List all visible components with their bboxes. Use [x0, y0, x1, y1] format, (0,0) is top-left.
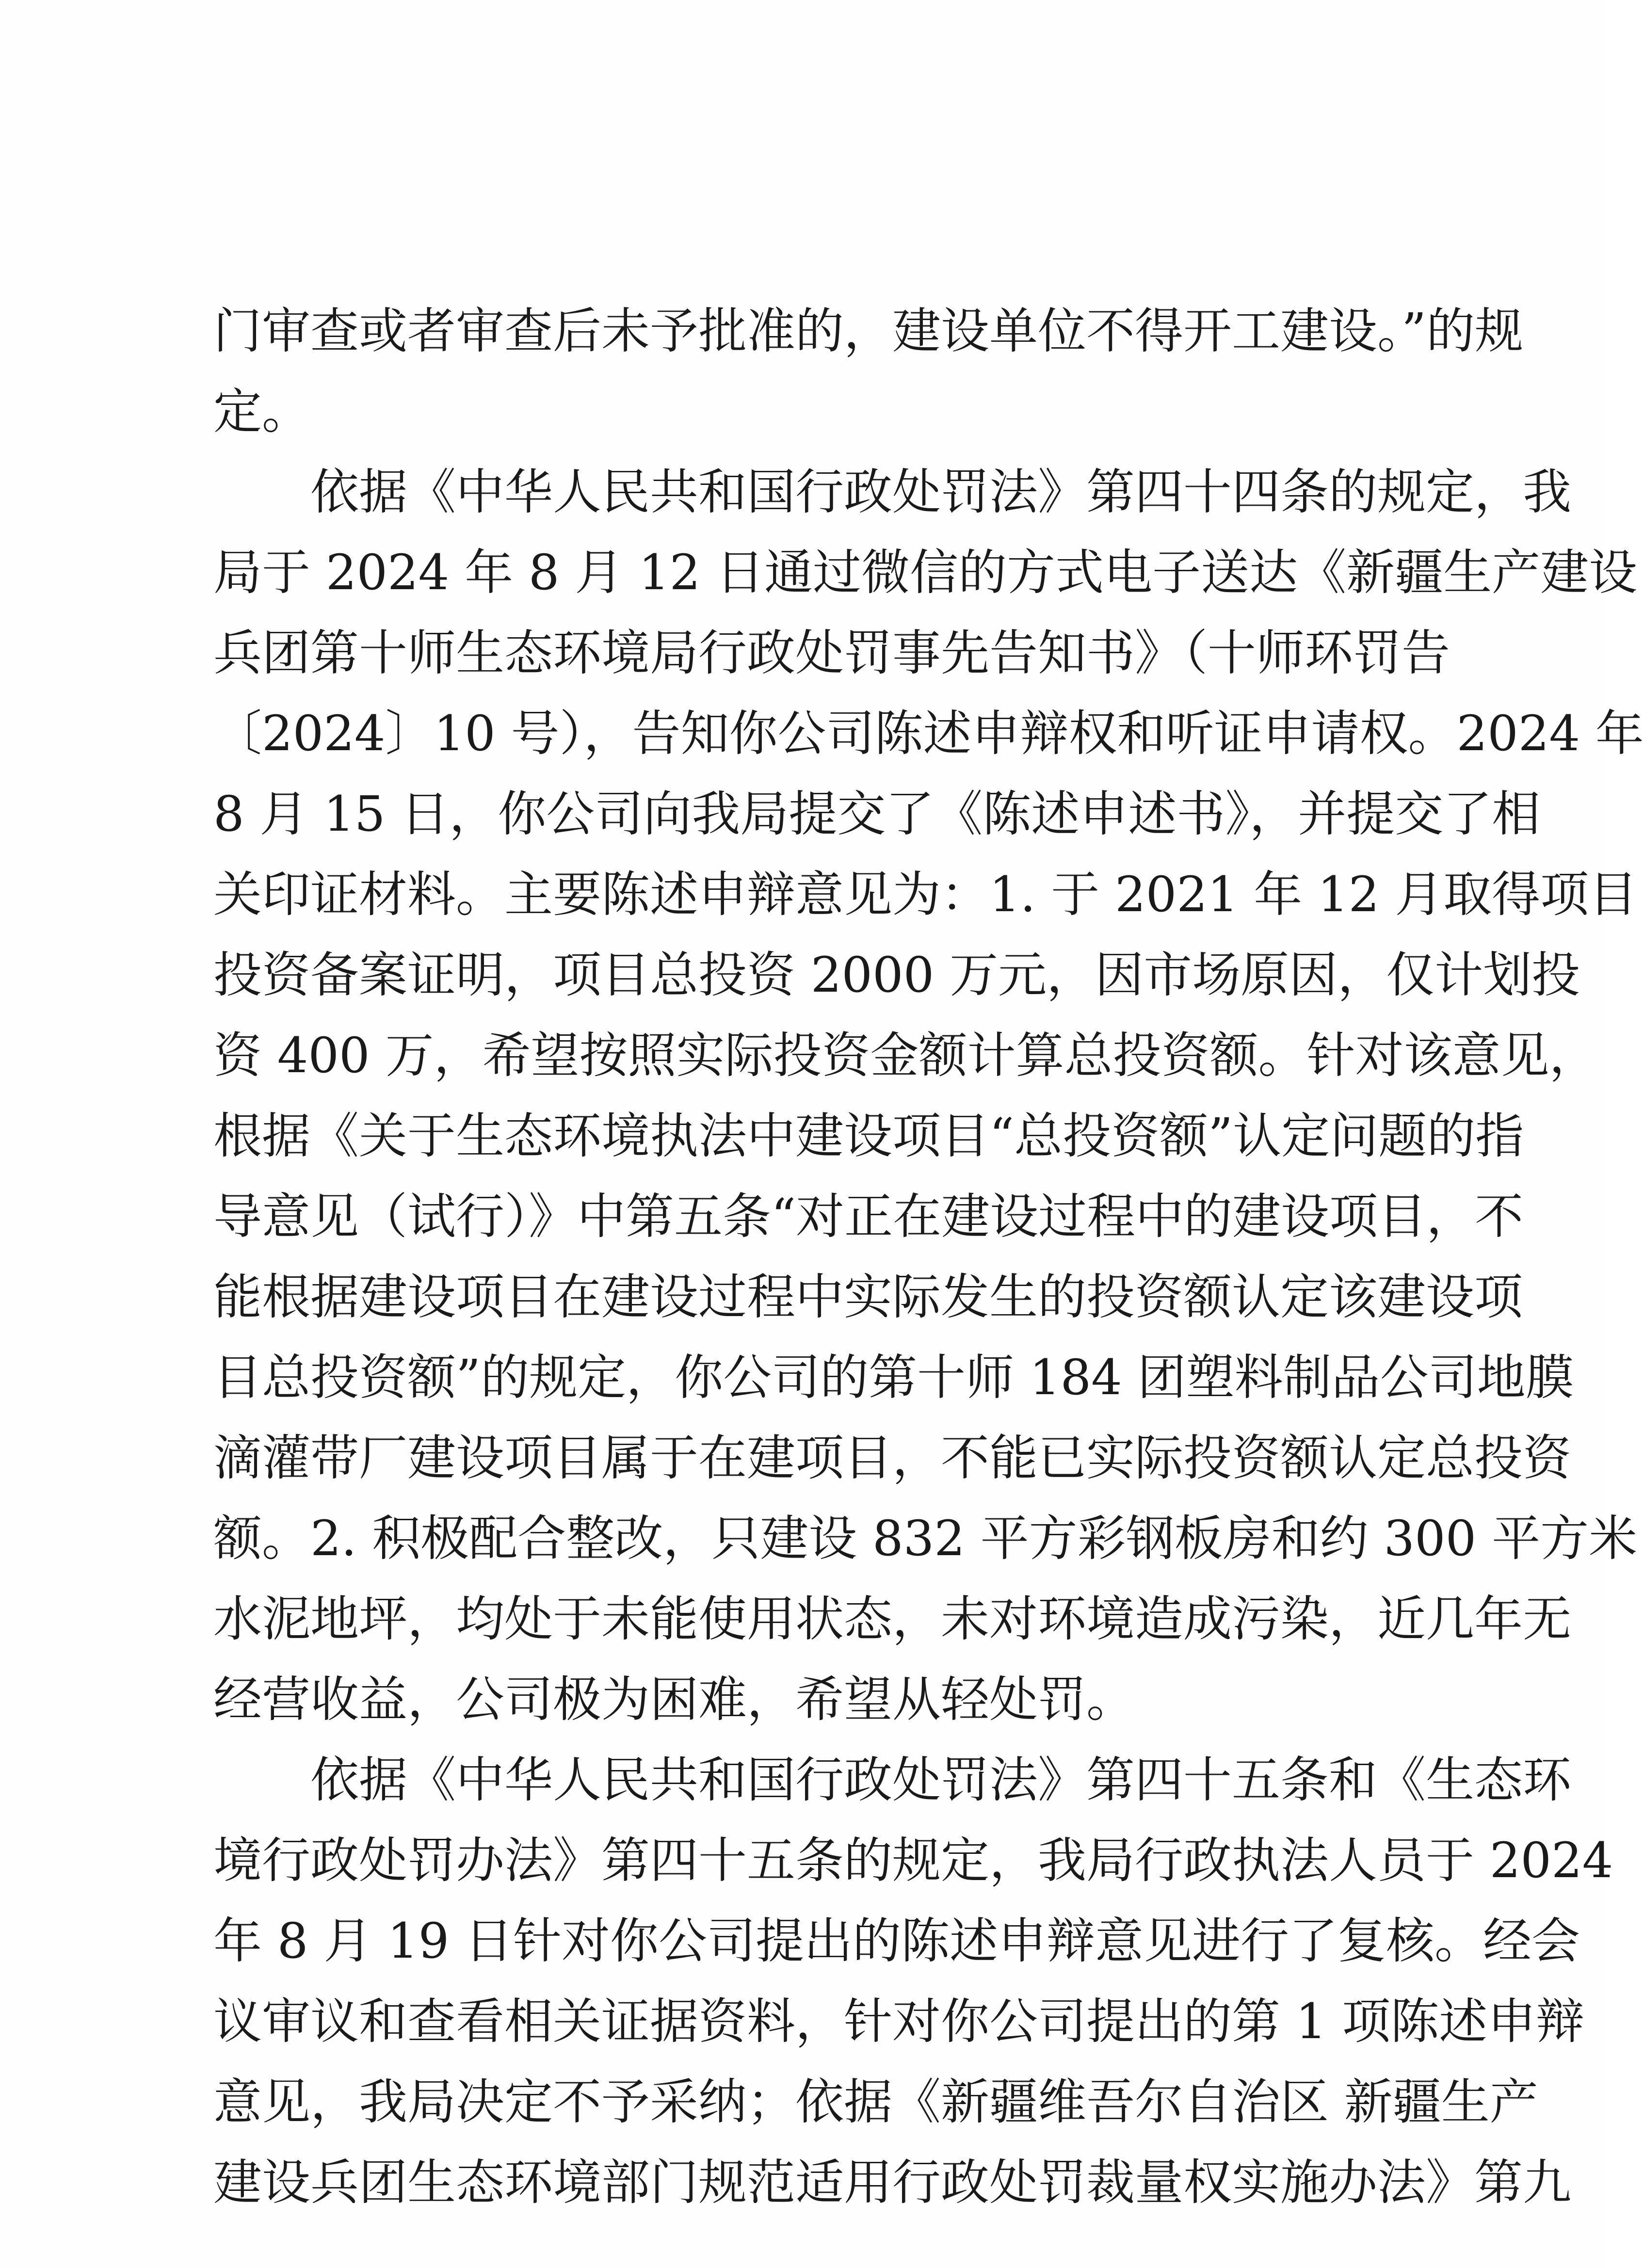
document-body [213, 291, 1644, 2223]
text-line: 议审议和查看相关证据资料，针对你公司提出的第 1 项陈述申辩 [213, 1993, 1585, 2050]
text-line: 年 8 月 19 日针对你公司提出的陈述申辩意见进行了复核。经会 [213, 1913, 1580, 1969]
text-line: 建设兵团生态环境部门规范适用行政处罚裁量权实施办法》第九 [213, 2154, 1571, 2211]
text-line: 根据《关于生态环境执法中建设项目“总投资额”认定问题的指 [213, 1108, 1524, 1164]
paragraph-start-line: 依据《中华人民共和国行政处罚法》第四十四条的规定，我 [310, 464, 1571, 520]
text-line: 兵团第十师生态环境局行政处罚事先告知书》（十师环罚告 [213, 625, 1450, 681]
text-line: 经营收益，公司极为困难，希望从轻处罚。 [213, 1671, 1135, 1728]
text-line: 投资备案证明，项目总投资 2000 万元，因市场原因，仅计划投 [213, 947, 1580, 1003]
paragraph-start-line: 依据《中华人民共和国行政处罚法》第四十五条和《生态环 [310, 1752, 1571, 1808]
text-line: 资 400 万，希望按照实际投资金额计算总投资额。针对该意见， [213, 1027, 1598, 1084]
text-line: 意见，我局决定不予采纳；依据《新疆维吾尔自治区 新疆生产 [213, 2074, 1538, 2130]
text-line: 滴灌带厂建设项目属于在建项目，不能已实际投资额认定总投资 [213, 1430, 1571, 1486]
text-line: 8 月 15 日，你公司向我局提交了《陈述申述书》，并提交了相 [213, 786, 1541, 842]
text-line: 水泥地坪，均处于未能使用状态，未对环境造成污染，近几年无 [213, 1591, 1571, 1647]
text-line: 额。2. 积极配合整改，只建设 832 平方彩钢板房和约 300 平方米 [213, 1510, 1638, 1567]
text-line: 关印证材料。主要陈述申辩意见为：1. 于 2021 年 12 月取得项目 [213, 866, 1638, 923]
text-line: 〔2024〕10 号），告知你公司陈述申辩权和听证申请权。2024 年 [213, 705, 1644, 762]
text-line: 定。 [213, 383, 310, 440]
text-line: 能根据建设项目在建设过程中实际发生的投资额认定该建设项 [213, 1269, 1523, 1325]
text-line: 导意见（试行）》中第五条“对正在建设过程中的建设项目，不 [213, 1188, 1524, 1245]
text-line: 境行政处罚办法》第四十五条的规定，我局行政执法人员于 2024 [213, 1832, 1613, 1889]
text-line: 局于 2024 年 8 月 12 日通过微信的方式电子送达《新疆生产建设 [213, 544, 1638, 601]
text-line: 目总投资额”的规定，你公司的第十师 184 团塑料制品公司地膜 [213, 1349, 1574, 1406]
text-line: 门审查或者审查后未予批准的，建设单位不得开工建设。”的规 [213, 303, 1524, 359]
